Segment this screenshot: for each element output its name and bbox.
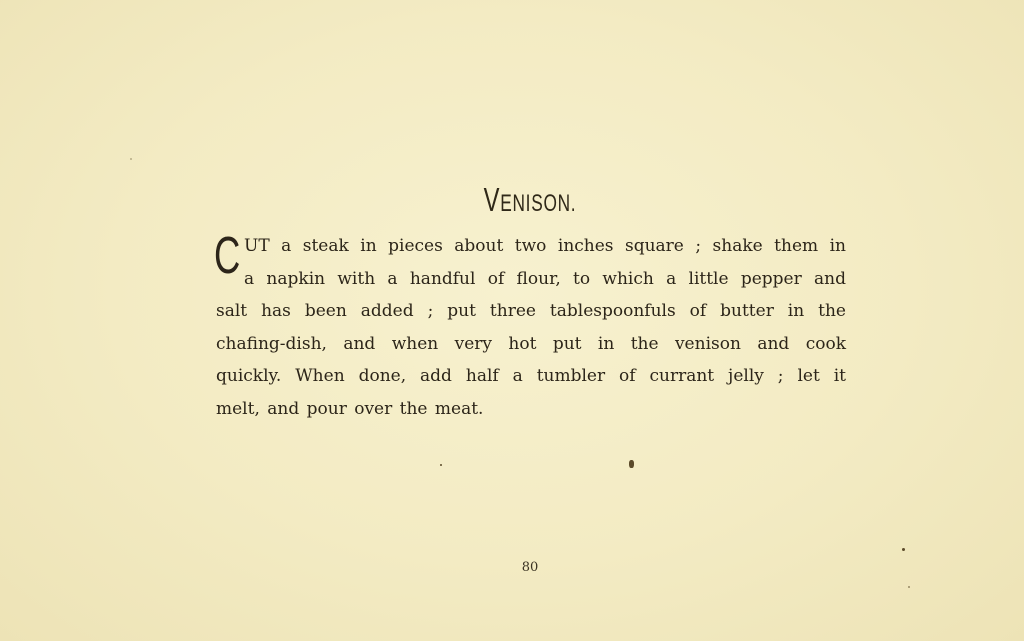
page-number: 80 <box>521 560 539 575</box>
paragraph-line: quickly. When done, add half a tumbler of currant jelly ; let it <box>216 366 846 386</box>
drop-cap: C <box>214 227 241 285</box>
paper-speck <box>440 464 442 466</box>
recipe-paragraph <box>216 295 846 425</box>
paragraph-line-2: a napkin with a handful of flour, to which a little pepper and <box>244 268 846 289</box>
paragraph-line: salt has been added ; put three tablespoonfuls of butter in the <box>216 301 846 321</box>
paper-speck <box>902 548 905 551</box>
paragraph-line: melt, and pour over the meat. <box>216 398 484 419</box>
recipe-title <box>148 180 911 224</box>
paper-speck <box>130 158 132 160</box>
paper-speck <box>908 586 910 588</box>
paragraph-line: chafing-dish, and when very hot put in the venison and cook <box>216 333 846 354</box>
title-initial: V <box>483 181 501 218</box>
title-rest: ENISON. <box>500 190 577 217</box>
paragraph-line-1: UT a steak in pieces about two inches square ; shake them in <box>244 236 846 256</box>
paper-speck <box>629 460 634 468</box>
